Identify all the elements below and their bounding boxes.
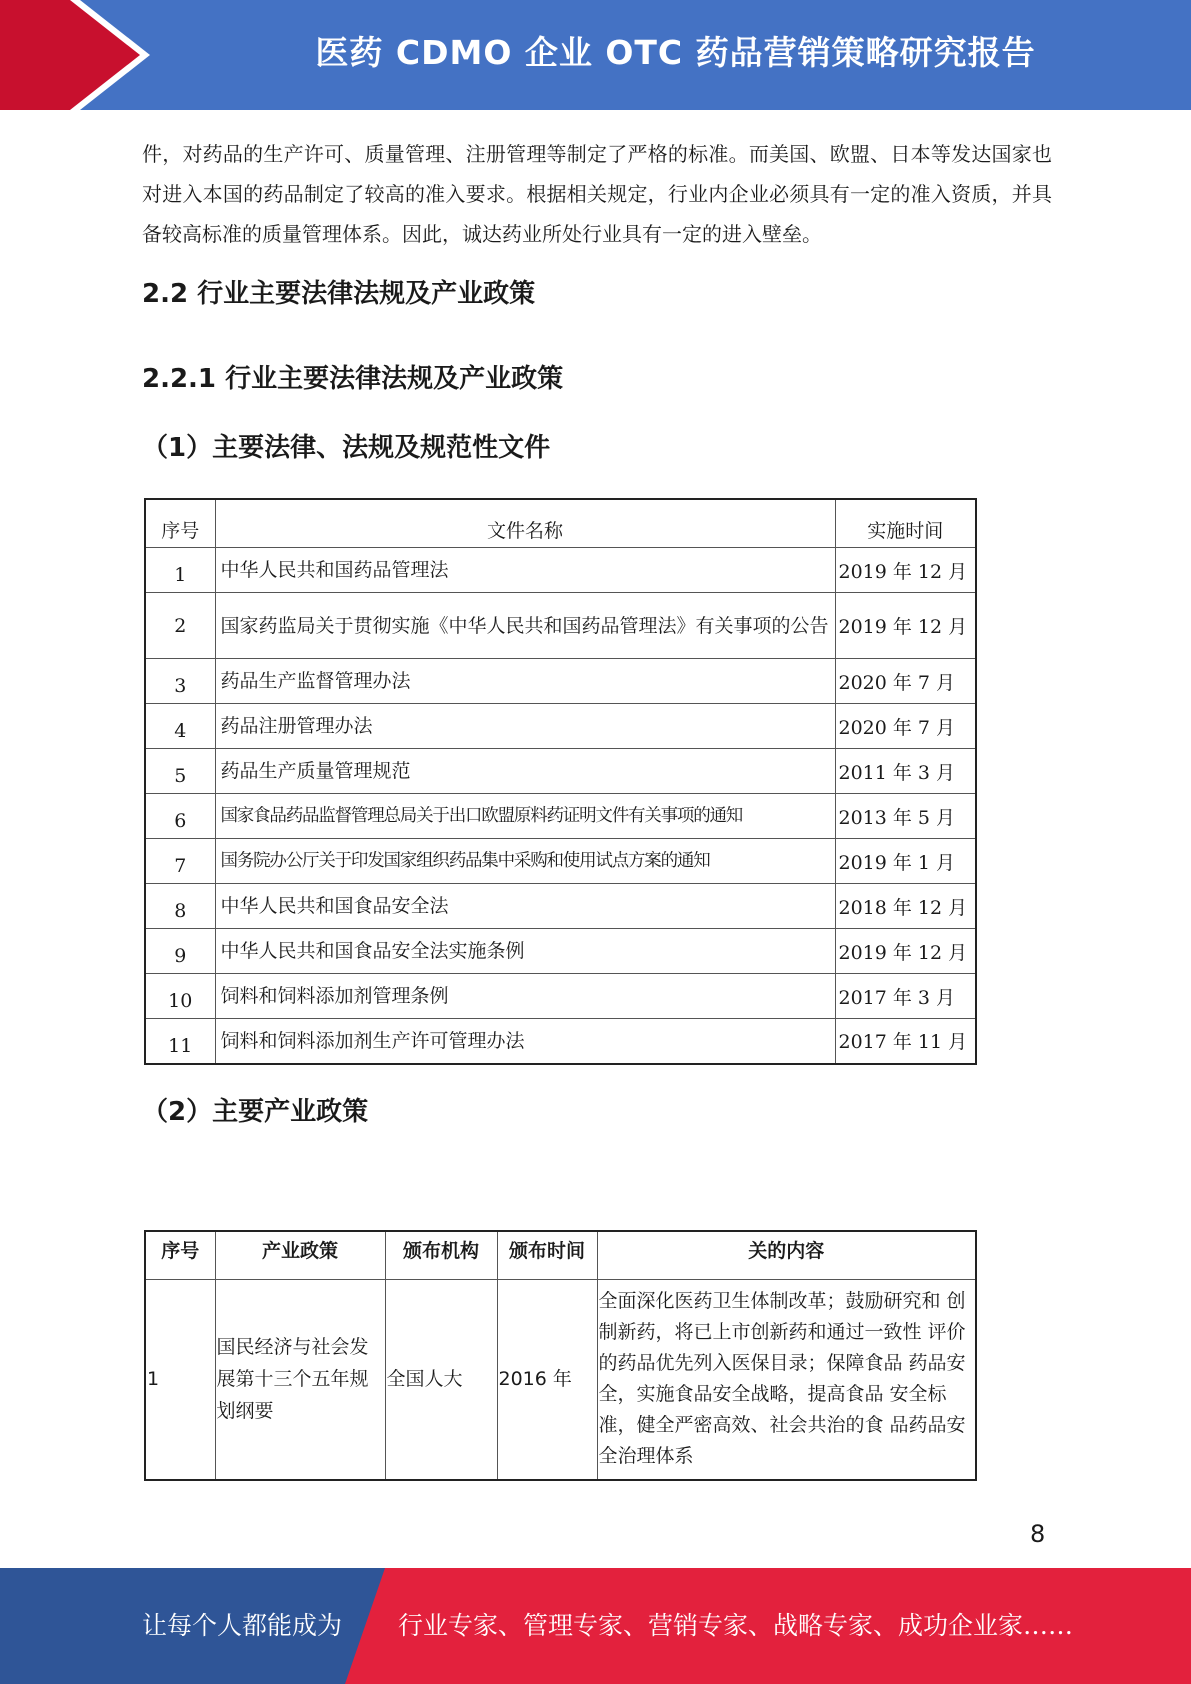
col-header-date: 实施时间 <box>835 499 976 548</box>
row-date: 2011 年 3 月 <box>835 749 976 794</box>
row-no: 9 <box>145 929 215 974</box>
row-no: 6 <box>145 794 215 839</box>
footer-slogan-right: 行业专家、管理专家、营销专家、战略专家、成功企业家…… <box>398 1611 1074 1640</box>
row-name: 饲料和饲料添加剂生产许可管理办法 <box>215 1019 835 1064</box>
row-date: 2020 年 7 月 <box>835 704 976 749</box>
intro-paragraph: 件，对药品的生产许可、质量管理、注册管理等制定了严格的标准。而美国、欧盟、日本等发达国家也对进入本国的药品制定了较高的准入要求。根据相关规定，行业内企业必须具有一定的准入资质，并具备较高标准的质量管理体系。因此，诚达药业所处行业具有一定的进入壁垒。 <box>142 142 1052 246</box>
row-date: 2017 年 3 月 <box>835 974 976 1019</box>
table-row <box>145 974 976 1019</box>
row-name: 国家药监局关于贯彻实施《中华人民共和国药品管理法》有关事项的公告 <box>215 593 835 659</box>
row-no: 11 <box>145 1019 215 1064</box>
row-name: 药品生产监督管理办法 <box>215 659 835 704</box>
subsection-heading-laws: （1）主要法律、法规及规范性文件 <box>142 433 551 463</box>
row-no: 1 <box>145 1280 215 1480</box>
laws-table-header <box>145 499 976 548</box>
table-row <box>145 704 976 749</box>
col-header-policy: 产业政策 <box>215 1231 385 1280</box>
row-name: 中华人民共和国食品安全法 <box>215 884 835 929</box>
col-header-name: 文件名称 <box>215 499 835 548</box>
row-date: 2017 年 11 月 <box>835 1019 976 1064</box>
row-policy: 国民经济与社会发展第十三个五年规划纲要 <box>215 1280 385 1480</box>
header-arrow-icon <box>0 0 140 110</box>
col-header-year: 颁布时间 <box>497 1231 597 1280</box>
table-row <box>145 794 976 839</box>
row-date: 2019 年 12 月 <box>835 593 976 659</box>
table-row <box>145 1019 976 1064</box>
laws-table <box>144 498 977 1065</box>
page-number: 8 <box>1030 1520 1046 1548</box>
row-name: 国家食品药品监督管理总局关于出口欧盟原料药证明文件有关事项的通知 <box>215 794 835 839</box>
col-header-content: 关的内容 <box>597 1231 976 1280</box>
section-heading-2-2-1: 2.2.1 行业主要法律法规及产业政策 <box>142 364 564 394</box>
row-date: 2020 年 7 月 <box>835 659 976 704</box>
row-name: 药品生产质量管理规范 <box>215 749 835 794</box>
row-name: 中华人民共和国食品安全法实施条例 <box>215 929 835 974</box>
row-no: 1 <box>145 548 215 593</box>
col-header-no: 序号 <box>145 499 215 548</box>
col-header-no: 序号 <box>145 1231 215 1280</box>
row-content: 全面深化医药卫生体制改革；鼓励研究和 创制新药，将已上市创新药和通过一致性 评价的药品优先列入医保目录；保障食品 药品安全，实施食品安全战略，提高食品 安全标准，健全严密高效、社会共治的食 品药品安全治理体系 <box>597 1280 976 1480</box>
col-header-agency: 颁布机构 <box>385 1231 497 1280</box>
policy-table-header <box>145 1231 976 1280</box>
row-date: 2013 年 5 月 <box>835 794 976 839</box>
table-row <box>145 929 976 974</box>
row-name: 饲料和饲料添加剂管理条例 <box>215 974 835 1019</box>
policy-table <box>144 1230 977 1481</box>
section-heading-2-2: 2.2 行业主要法律法规及产业政策 <box>142 279 536 309</box>
page-footer-banner <box>0 1568 1191 1684</box>
table-row <box>145 548 976 593</box>
row-no: 8 <box>145 884 215 929</box>
row-no: 2 <box>145 593 215 659</box>
row-year: 2016 年 <box>497 1280 597 1480</box>
row-no: 4 <box>145 704 215 749</box>
table-row <box>145 1280 976 1480</box>
row-date: 2019 年 12 月 <box>835 548 976 593</box>
row-name: 中华人民共和国药品管理法 <box>215 548 835 593</box>
row-name: 国务院办公厅关于印发国家组织药品集中采购和使用试点方案的通知 <box>215 839 835 884</box>
row-no: 10 <box>145 974 215 1019</box>
row-no: 7 <box>145 839 215 884</box>
row-date: 2019 年 12 月 <box>835 929 976 974</box>
row-date: 2019 年 1 月 <box>835 839 976 884</box>
table-row <box>145 884 976 929</box>
row-no: 3 <box>145 659 215 704</box>
row-no: 5 <box>145 749 215 794</box>
table-row <box>145 659 976 704</box>
table-row <box>145 749 976 794</box>
row-date: 2018 年 12 月 <box>835 884 976 929</box>
subsection-heading-policies: （2）主要产业政策 <box>142 1097 369 1127</box>
row-name: 药品注册管理办法 <box>215 704 835 749</box>
footer-slogan-left: 让每个人都能成为 <box>142 1611 343 1640</box>
page-header-banner <box>0 0 1191 110</box>
table-row <box>145 839 976 884</box>
table-row <box>145 593 976 659</box>
row-agency: 全国人大 <box>385 1280 497 1480</box>
report-title: 医药 CDMO 企业 OTC 药品营销策略研究报告 <box>315 33 1036 72</box>
